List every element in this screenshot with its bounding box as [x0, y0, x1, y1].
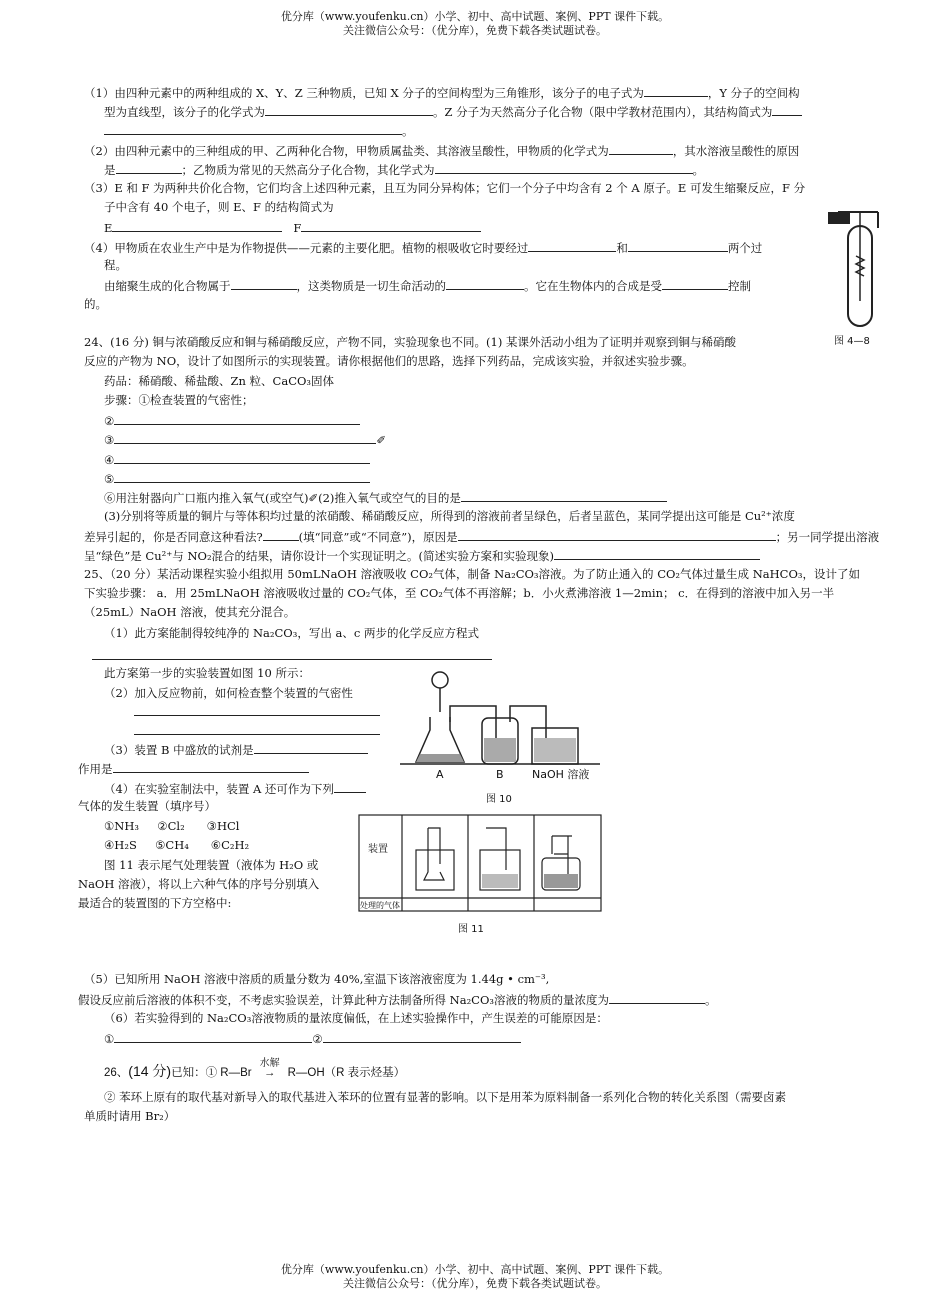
q26-line1: [104, 1058, 406, 1081]
q25-q6-2: ②: [312, 1032, 323, 1046]
answer-blank[interactable]: [644, 84, 708, 97]
q25-gases-row-2: [104, 838, 249, 853]
device-3-liquid: [544, 874, 578, 888]
answer-blank[interactable]: [528, 239, 616, 252]
fig10-label-c: NaOH 溶液: [532, 768, 590, 781]
q25-q2: （2）加入反应物前，如何检查整个装置的气密性: [104, 686, 353, 700]
q24-drugs: 药品：稀硝酸、稀盐酸、Zn 粒、CaCO₃固体: [104, 374, 335, 388]
device-1-beaker: [416, 850, 454, 890]
pipe-a-b: [450, 706, 496, 742]
syringe-icon: ✐: [308, 491, 319, 505]
q24-p3d: ；另一同学提出溶液: [775, 530, 880, 544]
q24-step-3: [104, 431, 386, 448]
q23-p2d: ；乙物质为常见的天然高分子化合物，其化学式为: [181, 163, 435, 177]
q26-p2-line1: ② 苯环上原有的取代基对新导入的取代基进入苯环的位置有显著的影响。以下是用苯为原料制备一系列化合物的转化关系图（需要卤素: [104, 1090, 787, 1104]
q24-s6b: (2)推入氧气或空气的目的是: [318, 491, 461, 505]
answer-blank[interactable]: [112, 219, 282, 232]
q23-p3-line3: [104, 219, 481, 236]
q23-p4h: 控制: [728, 279, 751, 293]
q25-intro-1: 25、（20 分）某活动课程实验小组拟用 50mLNaOH 溶液吸收 CO₂气体，制备 Na₂CO₃溶液。为了防止通入的 CO₂气体过量生成 NaHCO₃，设计了如: [84, 567, 860, 581]
q25-intro-2: 下实验步骤： a．用 25mLNaOH 溶液吸收过量的 CO₂气体，至 CO₂气体不再溶解；b．小火煮沸溶液 1—2min； c．在得到的溶液中加入另一半: [84, 586, 835, 600]
answer-blank[interactable]: [446, 277, 524, 290]
q23-p3-line2: 子中含有 40 个电子，则 E、F 的结构简式为: [104, 200, 334, 214]
q23-p2a: （2）由四种元素中的三种组成的甲、乙两种化合物，甲物质属盐类、其溶液呈酸性，甲物质的化学式为: [84, 144, 609, 158]
answer-blank[interactable]: [458, 528, 776, 541]
answer-blank[interactable]: [114, 412, 360, 425]
q23-p4-line3: [104, 277, 751, 294]
reaction-arrow: 水解 →: [252, 1066, 288, 1081]
q23-p4e: 由缩聚生成的化合物属于: [104, 279, 231, 293]
q24-s2: ②: [104, 414, 115, 428]
flask-a-liquid: [416, 754, 464, 762]
gas-c2h2: ⑥C₂H₂: [210, 838, 250, 852]
fig10-caption: 图 10: [486, 794, 512, 805]
answer-blank[interactable]: [609, 991, 705, 1004]
q23-p4c: 两个过: [727, 241, 763, 255]
answer-blank[interactable]: [461, 489, 667, 502]
q25-fig11-c: 最适合的装置图的下方空格中:: [78, 896, 232, 910]
answer-blank[interactable]: [92, 647, 492, 660]
pipe-b-c: [510, 706, 546, 742]
figure-4-8-apparatus: [822, 206, 884, 348]
answer-blank[interactable]: [113, 760, 309, 773]
q23-p1c: 型为直线型，该分子的化学式为: [104, 105, 265, 119]
q23-p4f: ，这类物质是一切生命活动的: [296, 279, 446, 293]
answer-blank[interactable]: [301, 219, 481, 232]
figure-10-apparatus: [400, 662, 600, 812]
answer-blank[interactable]: [134, 722, 380, 735]
q24-step-6: [104, 489, 667, 506]
q24-steps: 步骤：①检查装置的气密性；: [104, 393, 254, 407]
beaker-c-liquid: [534, 738, 576, 762]
q25-q3-use: [78, 760, 309, 777]
q25-q3: [104, 741, 368, 758]
q25-q4b: 气体的发生装置（填序号）: [78, 799, 216, 813]
q26-reaction-start: 已知：① R—Br: [171, 1067, 252, 1079]
q24-intro-1: 24、(16 分) 铜与浓硝酸反应和铜与稀硝酸反应，产物不同，实验现象也不同。(1) 某课外活动小组为了证明并观察到铜与稀硝酸: [84, 335, 736, 349]
q23-p1b: ，Y 分子的空间构: [707, 86, 800, 100]
footer-line-1: 优分库（www.youfenku.cn）小学、初中、高中试题、案例、PPT 课件下载。: [280, 1263, 670, 1276]
q25-q4: [104, 780, 366, 797]
q23-p4-line1: [84, 239, 762, 256]
q25-q2-blank-2: [134, 722, 380, 739]
q25-q6: （6）若实验得到的 Na₂CO₃溶液物质的量浓度偏低，在上述实验操作中，产生误差的可能原因是：: [104, 1011, 608, 1025]
q24-step-4: [104, 451, 370, 468]
q25-q5-line2: [78, 991, 717, 1008]
q24-p3-line3: [84, 547, 760, 564]
fig11-caption: 图 11: [458, 924, 484, 935]
answer-blank[interactable]: [334, 780, 366, 793]
q25-q2-blank-1: [134, 703, 380, 720]
q24-s5: ⑤: [104, 472, 115, 486]
figure-4-8-label: 图 4—8: [834, 336, 870, 347]
answer-blank[interactable]: [554, 547, 760, 560]
answer-blank[interactable]: [116, 161, 182, 174]
q24-step-2: [104, 412, 360, 429]
q25-gases-row-1: [104, 819, 239, 834]
q26-p2-line2: 单质时请用 Br₂）: [84, 1109, 176, 1123]
q23-p2e: 。: [692, 163, 704, 177]
answer-blank[interactable]: [323, 1030, 521, 1043]
q26-points: (14 分): [128, 1063, 172, 1079]
device-2-liquid: [482, 874, 518, 888]
q23-p3f: F: [293, 221, 302, 235]
q25-q1: （1）此方案能制得较纯净的 Na₂CO₃，写出 a、c 两步的化学反应方程式: [104, 626, 479, 640]
gas-cl2: ②Cl₂: [157, 819, 185, 833]
device-2-tube: [486, 828, 506, 870]
q25-intro-3: （25mL）NaOH 溶液，使其充分混合。: [84, 605, 296, 619]
answer-blank[interactable]: [114, 431, 376, 444]
fig11-row-label-device: 装置: [368, 844, 388, 855]
answer-blank[interactable]: [134, 703, 380, 716]
fig11-row-label-gas: 处理的气体: [360, 901, 400, 910]
q24-s6a: ⑥用注射器向广口瓶内推入氧气(或空气): [104, 491, 309, 505]
q23-p1-line1: [84, 84, 800, 101]
gas-hcl: ③HCl: [206, 819, 240, 833]
q23-p4-line4: 的。: [84, 297, 107, 311]
q25-q3a: （3）装置 B 中盛放的试剂是: [104, 743, 254, 757]
device-1-funnel: [424, 828, 444, 880]
q24-p3c: (填“同意”或“不同意”)，原因是: [298, 530, 458, 544]
answer-blank[interactable]: [114, 451, 370, 464]
stopper-left: [828, 212, 850, 224]
answer-blank[interactable]: [263, 528, 299, 541]
gas-ch4: ⑤CH₄: [155, 838, 189, 852]
q25-fig11-b: NaOH 溶液），将以上六种气体的序号分别填入: [78, 877, 320, 891]
q23-p4g: 。它在生物体内的合成是受: [524, 279, 662, 293]
q23-p3e: E: [104, 221, 113, 235]
syringe-icon: ✐: [376, 433, 386, 447]
q24-p3-line1: (3)分别将等质量的铜片与等体积均过量的浓硝酸、稀硝酸反应，所得到的溶液前者呈绿色，后者呈蓝色，某同学提出这可能是 Cu²⁺浓度: [104, 509, 795, 523]
answer-blank[interactable]: [265, 103, 433, 116]
q23-p2c: 是: [104, 163, 116, 177]
q23-p4a: （4）甲物质在农业生产中是为作物提供——元素的主要化肥。植物的根吸收它时要经过: [84, 241, 529, 255]
q25-q6-1: ①: [104, 1032, 115, 1046]
q24-p3e: 呈“绿色”是 Cu²⁺与 NO₂混合的结果，请你设计一个实现证明之。(简述实验方案和实验现象): [84, 549, 555, 563]
answer-blank[interactable]: [662, 277, 728, 290]
q23-p4b: 和: [616, 241, 628, 255]
answer-blank[interactable]: [435, 161, 693, 174]
footer-line-2: 关注微信公众号：（优分库），免费下载各类试题试卷。: [343, 1277, 607, 1290]
q23-p2-line1: [84, 142, 799, 159]
gas-h2s: ④H₂S: [104, 838, 137, 852]
funnel-top: [432, 672, 448, 688]
header-line-2: 关注微信公众号：（优分库），免费下载各类试题试卷。: [343, 24, 607, 37]
answer-blank[interactable]: [114, 1030, 312, 1043]
answer-blank[interactable]: [104, 122, 402, 135]
q25-q3b: 作用是: [78, 762, 113, 776]
q26-number: 26、: [104, 1067, 129, 1079]
q23-p1-line2: [104, 103, 802, 120]
reaction-arrow-label: 水解: [259, 1058, 280, 1069]
q23-p1-line3: [104, 122, 414, 139]
q25-q5-line1: （5）已知所用 NaOH 溶液中溶质的质量分数为 40%,室温下该溶液密度为 1.44g • cm⁻³,: [84, 972, 550, 986]
bottle-b-liquid: [484, 738, 516, 762]
q25-q5c: 。: [705, 993, 717, 1007]
answer-blank[interactable]: [231, 277, 297, 290]
answer-blank[interactable]: [628, 239, 728, 252]
q25-q6-answers: [104, 1030, 521, 1047]
gas-nh3: ①NH₃: [104, 819, 140, 833]
fig10-label-b: B: [496, 768, 504, 781]
q26-reaction-end: R—OH（R 表示烃基）: [287, 1067, 406, 1079]
fig10-label-a: A: [436, 768, 444, 781]
q23-p1e: 。: [402, 124, 414, 138]
q23-p1d: 。Z 分子为天然高分子化合物（限中学教材范围内），其结构简式为: [433, 105, 773, 119]
q23-p4-line2: 程。: [104, 258, 127, 272]
q25-q5b: 假设反应前后溶液的体积不变，不考虑实验误差，计算此种方法制备所得 Na₂CO₃溶液的物质的量浓度为: [78, 993, 610, 1007]
q24-s4: ④: [104, 453, 115, 467]
q23-p2b: ，其水溶液呈酸性的原因: [672, 144, 800, 158]
q25-q4a: （4）在实验室制法中，装置 A 还可作为下列: [104, 782, 334, 796]
answer-blank[interactable]: [609, 142, 673, 155]
answer-blank[interactable]: [114, 470, 370, 483]
figure-11-table: [358, 814, 604, 940]
q23-p1a: （1）由四种元素中的两种组成的 X、Y、Z 三种物质，已知 X 分子的空间构型为三角锥形，该分子的电子式为: [84, 86, 644, 100]
q24-s3: ③: [104, 433, 115, 447]
q24-p3b: 差异引起的，你是否同意这种看法?: [84, 530, 263, 544]
header-line-1: 优分库（www.youfenku.cn）小学、初中、高中试题、案例、PPT 课件下载。: [280, 10, 670, 23]
answer-blank[interactable]: [772, 103, 802, 116]
answer-blank[interactable]: [254, 741, 368, 754]
q23-p3-line1: （3）E 和 F 为两种共价化合物，它们均含上述四种元素，且互为同分异构体；它们一个分子中均含有 2 个 A 原子。E 可发生缩聚反应，F 分: [84, 181, 806, 195]
q25-fig10-intro: 此方案第一步的实验装置如图 10 所示：: [104, 666, 310, 680]
q24-intro-2: 反应的产物为 NO，设计了如图所示的实现装置。请你根据他们的思路，选择下列药品，完成该实验，并叙述实验步骤。: [84, 354, 694, 368]
q24-p3-line2: [84, 528, 879, 545]
device-3-tubes: [552, 836, 572, 874]
q23-p2-line2: [104, 161, 704, 178]
q24-step-5: [104, 470, 370, 487]
q25-fig11-a: 图 11 表示尾气处理装置（液体为 H₂O 或: [104, 858, 319, 872]
